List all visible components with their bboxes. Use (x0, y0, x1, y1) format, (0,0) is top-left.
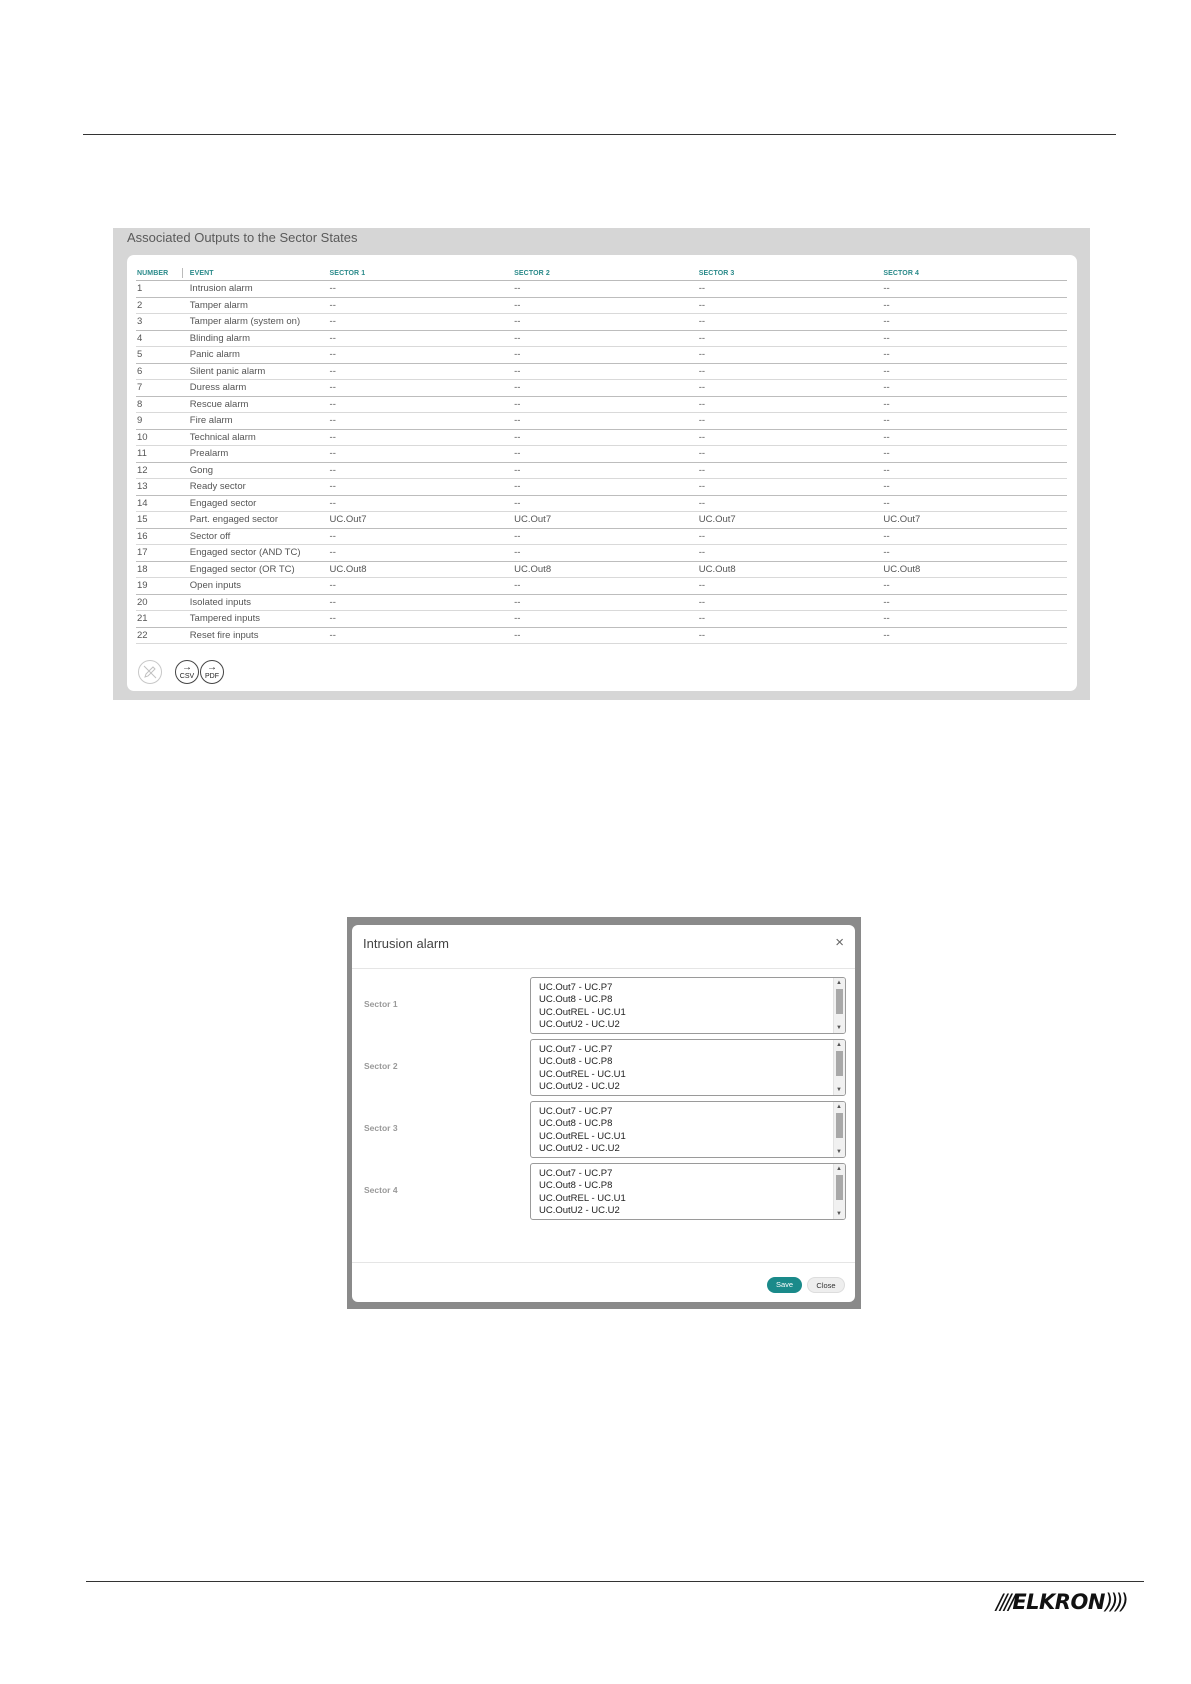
row-sector-4: -- (882, 429, 1067, 446)
listbox-option[interactable]: UC.Out7 - UC.P7 (539, 982, 613, 993)
row-number: 5 (136, 347, 189, 364)
table-row[interactable] (136, 314, 1067, 331)
row-sector-4: -- (882, 330, 1067, 347)
row-event: Open inputs (189, 578, 329, 595)
row-sector-3: -- (698, 446, 883, 463)
row-sector-4: UC.Out8 (882, 561, 1067, 578)
table-row[interactable] (136, 297, 1067, 314)
dialog-footer-divider (352, 1262, 855, 1263)
listbox-option[interactable]: UC.Out7 - UC.P7 (539, 1168, 613, 1179)
row-sector-3: -- (698, 495, 883, 512)
row-event: Panic alarm (189, 347, 329, 364)
scroll-down-icon[interactable]: ▼ (836, 1149, 842, 1155)
csv-label: CSV (179, 673, 195, 680)
header-rule (83, 134, 1116, 135)
row-sector-1: -- (329, 347, 514, 364)
row-sector-4: -- (882, 446, 1067, 463)
row-sector-2: -- (513, 611, 698, 628)
table-row[interactable] (136, 611, 1067, 628)
row-sector-4: -- (882, 479, 1067, 496)
sector-outputs-table (136, 267, 1067, 644)
row-sector-4: -- (882, 611, 1067, 628)
row-sector-4: UC.Out7 (882, 512, 1067, 529)
row-sector-2: UC.Out8 (513, 561, 698, 578)
table-row[interactable] (136, 429, 1067, 446)
scroll-down-icon[interactable]: ▼ (836, 1087, 842, 1093)
listbox-scrollbar[interactable] (833, 978, 845, 1033)
row-sector-1: -- (329, 627, 514, 644)
row-sector-3: -- (698, 528, 883, 545)
sector-label: Sector 1 (364, 999, 398, 1009)
row-event: Silent panic alarm (189, 363, 329, 380)
listbox-option[interactable]: UC.Out8 - UC.P8 (539, 1056, 613, 1068)
table-row[interactable] (136, 627, 1067, 644)
row-sector-3: -- (698, 578, 883, 595)
logo-text: ELKRON (1012, 1590, 1105, 1614)
row-event: Duress alarm (189, 380, 329, 397)
row-sector-3: -- (698, 281, 883, 298)
row-sector-1: -- (329, 396, 514, 413)
column-header-sector-2[interactable]: SECTOR 2 (513, 267, 698, 281)
row-sector-4: -- (882, 578, 1067, 595)
row-sector-2: -- (513, 545, 698, 562)
listbox-option[interactable]: UC.OutREL - UC.U1 (539, 1068, 626, 1080)
elkron-logo (996, 1590, 1126, 1616)
row-sector-1: -- (329, 429, 514, 446)
row-number: 22 (136, 627, 189, 644)
row-sector-3: -- (698, 594, 883, 611)
table-row[interactable] (136, 512, 1067, 529)
logo-stripes-right: )))) (1104, 1590, 1126, 1614)
row-sector-3: UC.Out8 (698, 561, 883, 578)
row-sector-1: -- (329, 462, 514, 479)
row-sector-2: -- (513, 413, 698, 430)
row-number: 14 (136, 495, 189, 512)
dialog-header-divider (352, 968, 855, 969)
table-row[interactable] (136, 594, 1067, 611)
row-sector-4: -- (882, 347, 1067, 364)
row-sector-4: -- (882, 413, 1067, 430)
row-number: 1 (136, 281, 189, 298)
row-sector-2: -- (513, 627, 698, 644)
table-row[interactable] (136, 545, 1067, 562)
row-event: Fire alarm (189, 413, 329, 430)
row-number: 21 (136, 611, 189, 628)
row-sector-1: -- (329, 528, 514, 545)
row-sector-2: -- (513, 380, 698, 397)
listbox-option[interactable]: UC.OutREL - UC.U1 (539, 1006, 626, 1018)
row-sector-1: UC.Out7 (329, 512, 514, 529)
row-sector-3: -- (698, 627, 883, 644)
row-sector-2: -- (513, 446, 698, 463)
row-sector-1: -- (329, 281, 514, 298)
sector-output-listbox[interactable] (530, 1101, 846, 1158)
row-sector-3: UC.Out7 (698, 512, 883, 529)
row-sector-2: -- (513, 528, 698, 545)
row-event: Engaged sector (AND TC) (189, 545, 329, 562)
scrollbar-thumb[interactable] (836, 989, 843, 1014)
row-sector-1: UC.Out8 (329, 561, 514, 578)
row-event: Engaged sector (OR TC) (189, 561, 329, 578)
sector-output-listbox[interactable] (530, 1163, 846, 1220)
row-event: Technical alarm (189, 429, 329, 446)
row-event: Ready sector (189, 479, 329, 496)
row-sector-3: -- (698, 380, 883, 397)
table-row[interactable] (136, 347, 1067, 364)
scrollbar-thumb[interactable] (836, 1113, 843, 1138)
row-sector-4: -- (882, 528, 1067, 545)
row-sector-3: -- (698, 429, 883, 446)
row-sector-2: -- (513, 462, 698, 479)
row-sector-1: -- (329, 446, 514, 463)
table-row[interactable] (136, 578, 1067, 595)
listbox-option[interactable]: UC.OutU2 - UC.U2 (539, 1080, 620, 1092)
table-row[interactable] (136, 363, 1067, 380)
scroll-up-icon[interactable]: ▲ (836, 1166, 842, 1172)
table-row[interactable] (136, 528, 1067, 545)
row-sector-4: -- (882, 281, 1067, 298)
footer-rule (86, 1581, 1144, 1582)
row-sector-2: -- (513, 314, 698, 331)
table-row[interactable] (136, 446, 1067, 463)
row-sector-3: -- (698, 545, 883, 562)
close-button[interactable]: Close (807, 1277, 845, 1293)
row-sector-4: -- (882, 495, 1067, 512)
row-sector-2: UC.Out7 (513, 512, 698, 529)
row-event: Reset fire inputs (189, 627, 329, 644)
row-sector-1: -- (329, 363, 514, 380)
row-sector-3: -- (698, 462, 883, 479)
listbox-option[interactable]: UC.Out7 - UC.P7 (539, 1106, 613, 1117)
scroll-down-icon[interactable]: ▼ (836, 1025, 842, 1031)
sector-row (352, 1039, 855, 1097)
row-number: 10 (136, 429, 189, 446)
sector-row (352, 1101, 855, 1159)
row-sector-4: -- (882, 545, 1067, 562)
sector-output-listbox[interactable] (530, 977, 846, 1034)
row-sector-1: -- (329, 380, 514, 397)
row-sector-3: -- (698, 330, 883, 347)
pencil-icon-glyph (139, 661, 161, 683)
column-header-sector-3[interactable]: SECTOR 3 (698, 267, 883, 281)
row-event: Rescue alarm (189, 396, 329, 413)
listbox-option[interactable]: UC.OutREL - UC.U1 (539, 1130, 626, 1142)
row-number: 18 (136, 561, 189, 578)
row-sector-3: -- (698, 297, 883, 314)
close-icon[interactable]: × (835, 934, 844, 951)
scroll-up-icon[interactable]: ▲ (836, 1042, 842, 1048)
pdf-label: PDF (205, 673, 219, 680)
row-sector-3: -- (698, 396, 883, 413)
row-sector-4: -- (882, 314, 1067, 331)
row-sector-1: -- (329, 479, 514, 496)
save-button[interactable]: Save (767, 1277, 802, 1293)
sector-row (352, 1163, 855, 1221)
listbox-option[interactable]: UC.Out7 - UC.P7 (539, 1044, 613, 1055)
row-sector-3: -- (698, 611, 883, 628)
row-sector-4: -- (882, 363, 1067, 380)
listbox-option[interactable]: UC.OutU2 - UC.U2 (539, 1142, 620, 1154)
listbox-option[interactable]: UC.OutREL - UC.U1 (539, 1192, 626, 1204)
column-header-number[interactable]: NUMBER (136, 267, 189, 281)
export-csv-button[interactable] (175, 660, 199, 684)
export-arrow-icon: → (182, 662, 192, 673)
row-sector-4: -- (882, 380, 1067, 397)
table-row[interactable] (136, 281, 1067, 298)
row-number: 15 (136, 512, 189, 529)
row-sector-2: -- (513, 396, 698, 413)
row-sector-4: -- (882, 594, 1067, 611)
sector-label: Sector 3 (364, 1123, 398, 1133)
row-sector-1: -- (329, 413, 514, 430)
row-sector-2: -- (513, 281, 698, 298)
sector-label: Sector 4 (364, 1185, 398, 1195)
column-header-event[interactable]: EVENT (189, 267, 329, 281)
scrollbar-thumb[interactable] (836, 1051, 843, 1076)
row-event: Tamper alarm (189, 297, 329, 314)
row-number: 13 (136, 479, 189, 496)
row-event: Sector off (189, 528, 329, 545)
row-sector-2: -- (513, 429, 698, 446)
table-row[interactable] (136, 462, 1067, 479)
row-number: 16 (136, 528, 189, 545)
row-event: Gong (189, 462, 329, 479)
sector-row (352, 977, 855, 1035)
row-sector-1: -- (329, 578, 514, 595)
listbox-option[interactable]: UC.Out8 - UC.P8 (539, 1118, 613, 1130)
listbox-option[interactable]: UC.OutU2 - UC.U2 (539, 1204, 620, 1216)
row-number: 8 (136, 396, 189, 413)
row-event: Tamper alarm (system on) (189, 314, 329, 331)
row-sector-3: -- (698, 413, 883, 430)
row-event: Prealarm (189, 446, 329, 463)
row-sector-2: -- (513, 347, 698, 364)
table-row[interactable] (136, 495, 1067, 512)
row-number: 4 (136, 330, 189, 347)
row-sector-1: -- (329, 495, 514, 512)
listbox-scrollbar[interactable] (833, 1102, 845, 1157)
pencil-icon[interactable] (138, 660, 162, 684)
scroll-up-icon[interactable]: ▲ (836, 1104, 842, 1110)
row-number: 19 (136, 578, 189, 595)
listbox-scrollbar[interactable] (833, 1040, 845, 1095)
scroll-up-icon[interactable]: ▲ (836, 980, 842, 986)
row-sector-4: -- (882, 396, 1067, 413)
row-event: Part. engaged sector (189, 512, 329, 529)
row-sector-1: -- (329, 297, 514, 314)
row-number: 20 (136, 594, 189, 611)
column-header-sector-1[interactable]: SECTOR 1 (329, 267, 514, 281)
table-row[interactable] (136, 380, 1067, 397)
intrusion-alarm-dialog (352, 925, 855, 1302)
table-row[interactable] (136, 413, 1067, 430)
listbox-option[interactable]: UC.Out8 - UC.P8 (539, 994, 613, 1006)
row-number: 3 (136, 314, 189, 331)
table-card (127, 255, 1077, 691)
row-sector-4: -- (882, 462, 1067, 479)
row-number: 17 (136, 545, 189, 562)
export-pdf-button[interactable] (200, 660, 224, 684)
row-sector-2: -- (513, 297, 698, 314)
row-sector-2: -- (513, 363, 698, 380)
dialog-title: Intrusion alarm (363, 936, 449, 951)
row-sector-3: -- (698, 347, 883, 364)
column-header-sector-4[interactable]: SECTOR 4 (882, 267, 1067, 281)
row-event: Intrusion alarm (189, 281, 329, 298)
row-event: Tampered inputs (189, 611, 329, 628)
listbox-option[interactable]: UC.OutU2 - UC.U2 (539, 1018, 620, 1030)
export-arrow-icon: → (207, 662, 217, 673)
row-sector-1: -- (329, 594, 514, 611)
table-row[interactable] (136, 396, 1067, 413)
row-event: Blinding alarm (189, 330, 329, 347)
sector-outputs-panel (113, 228, 1090, 700)
row-sector-1: -- (329, 545, 514, 562)
row-sector-3: -- (698, 314, 883, 331)
row-event: Isolated inputs (189, 594, 329, 611)
listbox-scrollbar[interactable] (833, 1164, 845, 1219)
table-row[interactable] (136, 561, 1067, 578)
row-sector-2: -- (513, 330, 698, 347)
row-sector-2: -- (513, 495, 698, 512)
panel-caption: Associated Outputs to the Sector States (127, 230, 358, 245)
logo-stripes-left: //// (996, 1590, 1013, 1614)
row-sector-2: -- (513, 578, 698, 595)
listbox-option[interactable]: UC.Out8 - UC.P8 (539, 1180, 613, 1192)
table-header-row (136, 267, 1067, 281)
table-row[interactable] (136, 479, 1067, 496)
row-number: 9 (136, 413, 189, 430)
row-event: Engaged sector (189, 495, 329, 512)
row-sector-3: -- (698, 363, 883, 380)
sector-output-listbox[interactable] (530, 1039, 846, 1096)
row-sector-3: -- (698, 479, 883, 496)
table-row[interactable] (136, 330, 1067, 347)
row-number: 2 (136, 297, 189, 314)
row-number: 11 (136, 446, 189, 463)
row-number: 7 (136, 380, 189, 397)
row-sector-1: -- (329, 330, 514, 347)
scrollbar-thumb[interactable] (836, 1175, 843, 1200)
scroll-down-icon[interactable]: ▼ (836, 1211, 842, 1217)
row-sector-4: -- (882, 297, 1067, 314)
row-sector-4: -- (882, 627, 1067, 644)
row-sector-2: -- (513, 594, 698, 611)
row-number: 6 (136, 363, 189, 380)
sector-label: Sector 2 (364, 1061, 398, 1071)
row-number: 12 (136, 462, 189, 479)
modal-backdrop (347, 917, 861, 1309)
row-sector-1: -- (329, 314, 514, 331)
row-sector-2: -- (513, 479, 698, 496)
row-sector-1: -- (329, 611, 514, 628)
